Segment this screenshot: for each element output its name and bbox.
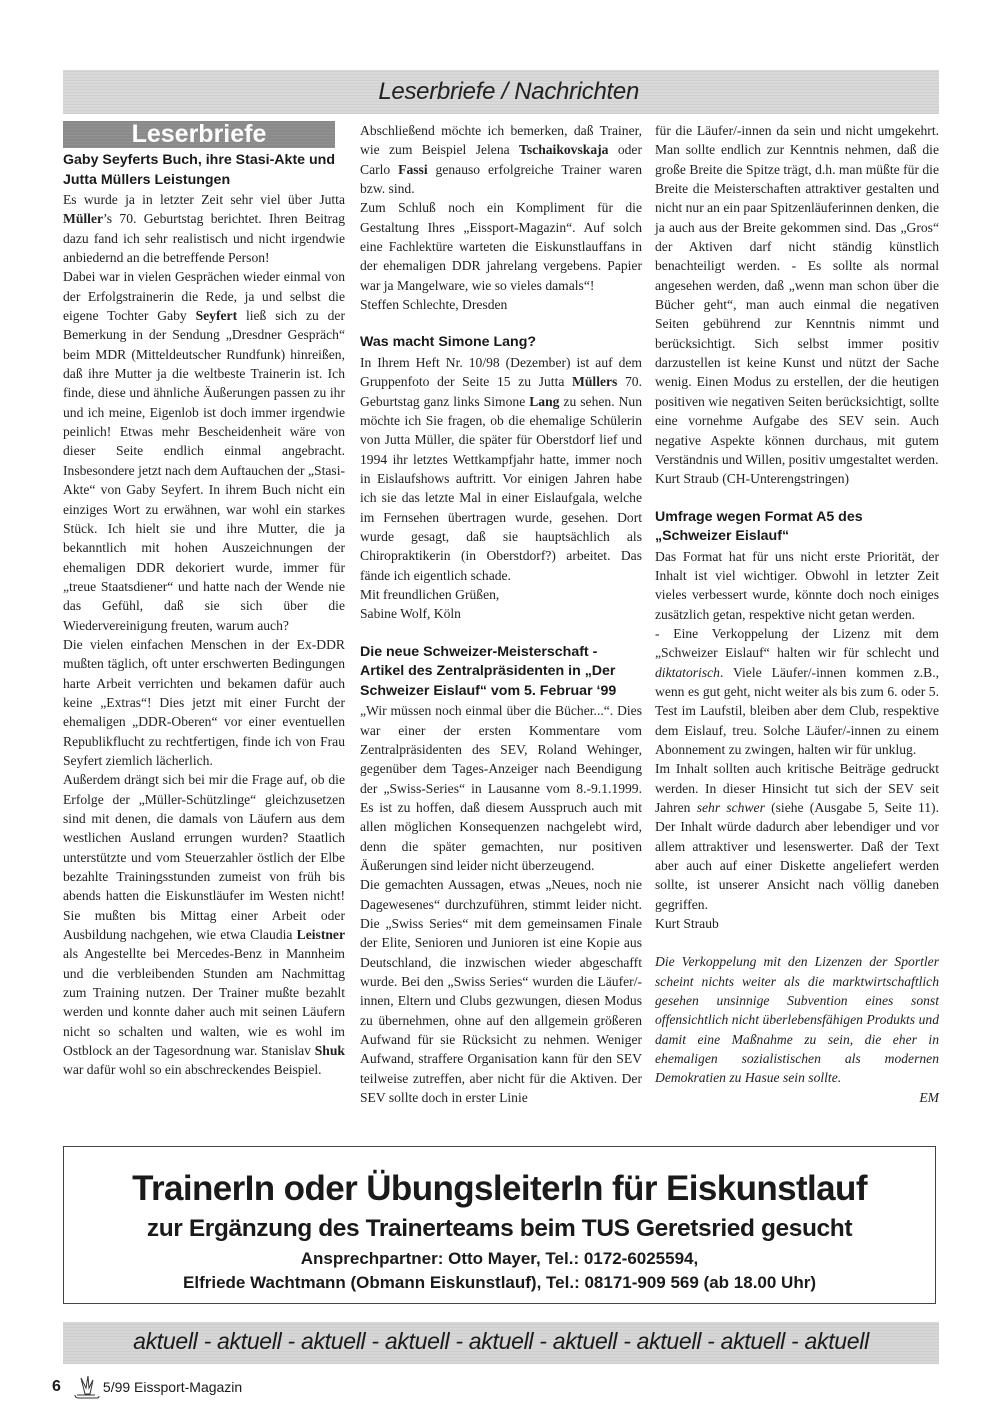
aktuell-band xyxy=(63,1322,939,1364)
article-headline: Was macht Simone Lang? xyxy=(360,334,537,351)
letter-signature: Kurt Straub xyxy=(655,916,719,932)
column-3 xyxy=(655,121,939,1107)
paragraph: Im Inhalt sollten auch kritische Beiträge gedruckt werden. In dieser Hinsicht tut sich der SEV seit Jahren sehr schwer (siehe (Ausgabe 5, Seite 11). Der Inhalt würde dadurch aber lebendiger und vor allem attraktiver und lesenswerter. Daß der Text aber auch auf einer Diskette angeliefert werden sollte, ist unserer Ansicht nach völlig daneben gegriffen. xyxy=(655,761,939,912)
column-2 xyxy=(360,121,642,1107)
editorial-note: Die Verkoppelung mit den Lizenzen der Sportler scheint nichts weiter als die marktwirtschaftlich gesehen unsinnige Subvention eines sonst offensichtlich nicht überlebensfähigen Produkts und damit eine Maßnahme zu sein, die eher in ehemaligen sozialistischen als modernen Demokratien zu Hasue sein sollte. xyxy=(655,954,939,1086)
letter-signature: Kurt Straub (CH-Unterengstringen) xyxy=(655,471,850,487)
paragraph: für die Läufer/-innen da sein und nicht umgekehrt. Man sollte endlich zur Kenntnis nehmen, daß die große Breite die Spitze trägt, d.h. man müßte für die Breite die Meisterschaften attraktiver gestalten und nicht nur an ein paar Spitzenläuferinnen denken, die ja auch aus der Breite gekommen sind. Das „Gros“ der Aktiven darf nicht ständig künstlich benachteiligt werden. - Es sollte als normal angesehen werden, daß „wenn man schon über die Bücher geht“, man auch einmal die negativen Seiten gebührend zur Kenntnis nimmt und berücksichtigt. Sich selbst immer positiv darzustellen ist keine Kunst und nützt der Sache wenig. Einen Modus zu erstellen, der die heutigen positiven wie negativen Seiten berücksichtigt, sollte eine vornehme Aufgabe des SEV sein. Auch negative Aspekte können durchaus, mit gutem Verständnis und Willen, positiv umgestaltet werden. xyxy=(655,123,939,467)
column-1 xyxy=(63,121,345,1080)
paragraph: - Eine Verkoppelung der Lizenz mit dem „Schweizer Eislauf“ halten wir für schlecht und diktatorisch. Viele Läufer/-innen kommen z.B., wenn es gut geht, nicht weiter als bis zum 6. oder 5. Test im Laufstil, bleiben aber dem Club, respektive dem Eislauf, treu. Solche Läufer/-innen zu einem Abonnement zu zwingen, halten wir für unklug. xyxy=(655,625,939,757)
page-section-title: Leserbriefe / Nachrichten xyxy=(378,78,639,105)
ad-subheadline: zur Ergänzung des Trainerteams beim TUS Geretsried gesucht xyxy=(146,1215,853,1242)
letter-signature: Steffen Schlechte, Dresden xyxy=(360,297,508,313)
page-footer xyxy=(52,1374,242,1400)
job-advertisement xyxy=(63,1146,936,1304)
letter-closing: Mit freundlichen Grüßen, xyxy=(360,587,500,603)
article-headline: Umfrage wegen Format A5 des „Schweizer Eislauf“ xyxy=(655,508,863,545)
paragraph: Abschließend möchte ich bemerken, daß Trainer, wie zum Beispiel Jelena Tschaikovskaja oder Carlo Fassi genauso erfolgreiche Trainer waren bzw. sind. xyxy=(360,123,643,197)
ad-contact-2: Elfriede Wachtmann (Obmann Eiskunstlauf), Tel.: 08171-909 569 (ab 18.00 Uhr) xyxy=(183,1273,816,1292)
aktuell-text: aktuell - aktuell - aktuell - aktuell - aktuell - aktuell - aktuell - aktuell - aktuell xyxy=(133,1328,869,1354)
paragraph: Dabei war in vielen Gesprächen wieder einmal von der Erfolgstrainerin die Rede, ja und selbst die eigene Tochter Gaby Seyfert ließ sich zu der Bemerkung in der Sendung „Dresdner Gespräch“ beim MDR (Mitteldeutscher Rundfunk) hinreißen, daß ihre Mutter ja die weltbeste Trainerin ist. Ich finde, diese und ähnliche Äußerungen passen zu ihr und ich meine, Eigenlob ist doch immer irgendwie peinlich! Etwas mehr Bescheidenheit wäre von dieser Seite endlich einmal angebracht. Insbesondere jetzt nach dem Auftauchen der „Stasi-Akte“ von Gaby Seyfert. In ihrem Buch nicht ein einziges Wort zu erwähnen, war wohl ein starkes Stück. Ich hielt sie und ihre Mutter, die ja bekanntlich mit hohen Auszeichnungen der ehemaligen DDR dekoriert wurde, immer für „treue Staatsdiener“ und hatte nach der Wende nie das Gefühl, daß sie sich über die Wiedervereinigung freuten, warum auch? xyxy=(63,269,345,633)
paragraph: Es wurde ja in letzter Zeit sehr viel über Jutta Müller’s 70. Geburtstag berichtet. Ihren Beitrag dazu fand ich sehr realistisch und nicht irgendwie anbiedernd an die betreffende Person! xyxy=(63,192,345,266)
article-headline: Gaby Seyferts Buch, ihre Stasi-Akte und Jutta Müllers Leistungen xyxy=(63,152,336,188)
section-tag: Leserbriefe xyxy=(63,121,335,148)
editorial-signature: EM xyxy=(919,1089,939,1105)
paragraph: In Ihrem Heft Nr. 10/98 (Dezember) ist auf dem Gruppenfoto der Seite 15 zu Jutta Müllers 70. Geburtstag ganz links Simone Lang zu sehen. Nun möchte ich Sie fragen, ob die ehemalige Schülerin von Jutta Müller, die später für Oberstdorf lief und 1994 ihr letztes Wettkampfjahr hatte, immer noch in Eislaufshows auftritt. Vor einigen Jahren habe ich sie das letzte Mal in einer Eislaufgala, welche im Fernsehen übertragen wurde, gesehen. Dort wurde gesagt, daß sie hauptsächlich als Chiropraktikerin (in Oberstdorf?) arbeitet. Das fände ich eigentlich schade. xyxy=(360,354,642,583)
paragraph: Außerdem drängt sich bei mir die Frage auf, ob die Erfolge der „Müller-Schützlinge“ gleichzusetzen sind mit denen, die damals von Läufern aus dem westlichen Ausland errungen wurden? Staatlich unterstützte und vom Steuerzahler östlich der Elbe bezahlte Trainingsstunden zumeist von früh bis abends hatten die Eiskunstläufer im Westen nicht! Sie mußten bis Mittag einer Arbeit oder Ausbildung nachgehen, wie etwa Claudia Leistner als Angestellte bei Mercedes-Benz in Mannheim und die verbleibenden Stunden am Nachmittag zum Training nutzen. Der Trainer mußte bezahlt werden und konnte daher auch mit seinen Läufern nicht so schalten und walten, wie es wohl im Ostblock an der Tagesordnung war. Stanislav Shuk war dafür wohl so ein abschreckendes Beispiel. xyxy=(63,772,345,1078)
paragraph: „Wir müssen noch einmal über die Bücher...“. Dies war einer der ersten Kommentare vom Zentralpräsidenten des SEV, Roland Wehinger, gegenüber dem Tages-Anzeiger nach Beendigung der „Swiss-Series“ in Lausanne vom 8.-9.1.1999. Es ist zu hoffen, daß diesem Ausspruch auch mit allen möglichen Konsequenzen nachgelebt wird, denn die später gemachten, nur positiven Äußerungen sind leider nicht überzeugend. xyxy=(360,703,642,873)
paragraph: Die vielen einfachen Menschen in der Ex-DDR mußten täglich, oft unter erschwerten Bedingungen harte Arbeit verrichten und bekamen dafür auch keine „Extras“! Dies jetzt mit einer Furcht der ehemaligen „DDR-Oberen“ vor einer eventuellen Republikflucht zu rechtfertigen, finde ich von Frau Seyfert ziemlich lächerlich. xyxy=(63,636,345,768)
issue-label: 5/99 Eissport-Magazin xyxy=(102,1379,243,1395)
page-number: 6 xyxy=(52,1378,61,1395)
paragraph: Zum Schluß noch ein Kompliment für die Gestaltung Ihres „Eissport-Magazin“. Auf solch eine Fachlektüre warteten die Eiskunstlauffans in der ehemaligen DDR jahrelang vergebens. Papier war ja Mangelware, wie so vieles damals“! xyxy=(360,200,642,293)
header-band xyxy=(63,70,939,114)
skater-logo-icon xyxy=(71,1374,101,1400)
paragraph: Das Format hat für uns nicht erste Priorität, der Inhalt ist viel wichtiger. Obwohl in letzter Zeit vieles verbessert wurde, könnte doch noch einiges zusätzlich getan, respektive nicht getan werden. xyxy=(655,548,939,622)
letter-signature: Sabine Wolf, Köln xyxy=(360,606,461,622)
ad-headline: TrainerIn oder ÜbungsleiterIn für Eiskunstlauf xyxy=(132,1169,867,1208)
paragraph: Die gemachten Aussagen, etwas „Neues, noch nie Dagewesenes“ durchzuführen, stimmt leider nicht. Die „Swiss Series“ mit dem gemeinsamen Finale der Elite, Senioren und Junioren ist eine Kopie aus Deutschland, die inzwischen wieder abgeschafft wurde. Bei den „Swiss Series“ wurden die Läufer/-innen, Eltern und Clubs gezwungen, diesen Modus zu übernehmen, ohne auf den allgemein größeren Aufwand für sie Rücksicht zu nehmen. Weniger Aufwand, straffere Organisation kann für den SEV teilweise zutreffen, aber nicht für die Aktiven. Der SEV sollte doch in erster Linie xyxy=(360,877,642,1106)
article-headline: Die neue Schweizer-Meisterschaft - Artikel des Zentralpräsidenten in „Der Schweizer Eislauf“ vom 5. Februar ‘99 xyxy=(360,643,617,699)
ad-contact-1: Ansprechpartner: Otto Mayer, Tel.: 0172-6025594, xyxy=(300,1249,699,1268)
